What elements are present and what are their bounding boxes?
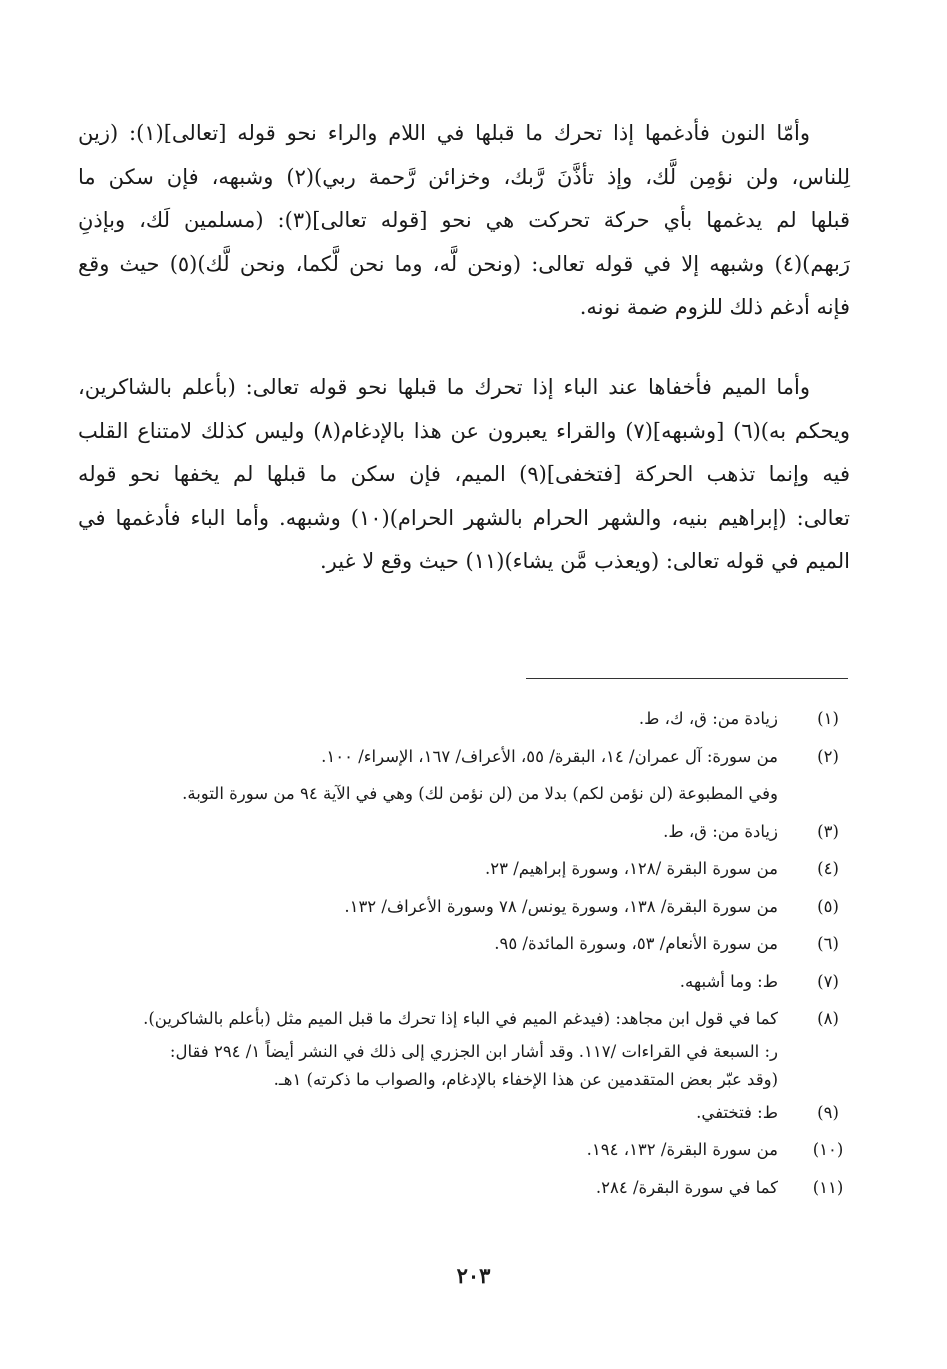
text-line: فيه وإنما تذهب الحركة [فتخفى](٩) الميم، فإن سكن ما قبلها لم يخفها نحو قوله <box>78 462 850 486</box>
footnote-number: (٥) <box>817 896 839 916</box>
paragraph-mim <box>78 366 850 584</box>
footnote-text: زيادة من: ق، ط. <box>663 821 778 841</box>
footnote-text: زيادة من: ق، ك، ط. <box>638 709 778 728</box>
footnote-5 <box>78 888 850 926</box>
paragraph-nun <box>78 112 850 330</box>
footnote-text: وفي المطبوعة (لن نؤمن لكم) بدلا من (لن نؤمن لك) وهي في الآية ٩٤ من سورة التوبة. <box>182 784 778 803</box>
footnote-number: (١٠) <box>812 1140 844 1159</box>
footnote-text: ر: السبعة في القراءات /١١٧. وقد أشار ابن الجزري إلى ذلك في النشر أيضاً ١/ ٢٩٤ فقال: <box>169 1041 778 1061</box>
text-line: الميم في قوله تعالى: (ويعذب مَّن يشاء)(١١) حيث وقع لا غير. <box>319 549 850 573</box>
footnote-3 <box>78 813 850 851</box>
text-line: تعالى: (إبراهيم بنيه، والشهر الحرام بالشهر الحرام)(١٠) وشبهه. وأما الباء فأدغمها في <box>78 505 850 530</box>
text-line: وأما الميم فأخفاها عند الباء إذا تحرك ما قبلها نحو قوله تعالى: (بأعلم بالشاكرين، <box>78 375 810 399</box>
footnote-1 <box>78 700 850 738</box>
footnote-text: ط: وما أشبهه. <box>679 971 778 991</box>
footnote-number: (٧) <box>817 971 839 991</box>
footnote-6 <box>78 925 850 963</box>
text-line: قبلها لم يدغمها بأي حركة تحركت هي نحو [قوله تعالى](٣): (مسلمين لَك، وبإذنِ <box>78 208 851 232</box>
footnote-separator <box>526 678 848 679</box>
footnote-7 <box>78 963 850 1001</box>
text-line: ويحكم به)(٦) [وشبهه](٧) والقراء يعبرون عن هذا بالإدغام(٨) وليس كذلك لامتناع القلب <box>78 418 851 443</box>
footnote-number: (٨) <box>817 1009 839 1028</box>
footnote-4 <box>78 850 850 888</box>
footnote-number: (٦) <box>817 934 839 953</box>
footnote-text: من سورة: آل عمران/ ١٤، البقرة/ ٥٥، الأعراف/ ١٦٧، الإسراء/ ١٠٠. <box>321 746 778 766</box>
footnote-number: (٩) <box>817 1102 839 1122</box>
footnote-2 <box>78 738 850 813</box>
footnote-text: ط: فتختفي. <box>696 1102 778 1122</box>
footnote-text: من سورة البقرة/ ١٣٨، وسورة يونس/ ٧٨ وسورة الأعراف/ ١٣٢. <box>344 896 778 916</box>
text-line: وأمّا النون فأدغمها إذا تحرك ما قبلها في اللام والراء نحو قوله [تعالى](١): (زين <box>78 121 810 145</box>
footnote-text: (وقد عبّر بعض المتقدمين عن هذا الإخفاء بالإدغام، والصواب ما ذكرته) ١هـ. <box>273 1069 778 1089</box>
page-number: ٢٠٣ <box>456 1263 491 1288</box>
footnote-text: كما في قول ابن مجاهد: (فيدغم الميم في الباء إذا تحرك ما قبل الميم مثل (بأعلم بالشاكرين). <box>143 1009 778 1028</box>
footnote-9 <box>78 1094 850 1132</box>
footnote-number: (٣) <box>817 821 839 841</box>
footnote-10 <box>78 1131 850 1169</box>
text-line: رَبهم)(٤) وشبهه إلا في قوله تعالى: (ونحن لَّه، وما نحن لَّكما، ونحن لَّك)(٥) حيث وقع <box>78 251 850 276</box>
footnote-number: (١١) <box>812 1177 844 1197</box>
footnote-text: من سورة البقرة /١٢٨، وسورة إبراهيم/ ٢٣. <box>485 859 778 878</box>
text-line: فإنه أدغم ذلك للزوم ضمة نونه. <box>579 295 850 319</box>
footnotes-list <box>78 700 850 1206</box>
footnote-text: كما في سورة البقرة/ ٢٨٤. <box>595 1177 778 1197</box>
footnote-11 <box>78 1169 850 1207</box>
footnote-text: من سورة البقرة/ ١٣٢، ١٩٤. <box>586 1140 778 1159</box>
footnote-text: من سورة الأنعام/ ٥٣، وسورة المائدة/ ٩٥. <box>494 934 778 953</box>
footnote-8 <box>78 1000 850 1094</box>
text-line: لِلناس، ولن نؤمِن لَّك، وإذ تأذَّنَ رَّبك، وخزائن رَّحمة ربي)(٢) وشبهه، فإن سكن ما <box>78 164 850 189</box>
footnote-number: (١) <box>817 709 839 728</box>
footnote-number: (٤) <box>817 859 839 878</box>
footnote-number: (٢) <box>817 746 839 766</box>
